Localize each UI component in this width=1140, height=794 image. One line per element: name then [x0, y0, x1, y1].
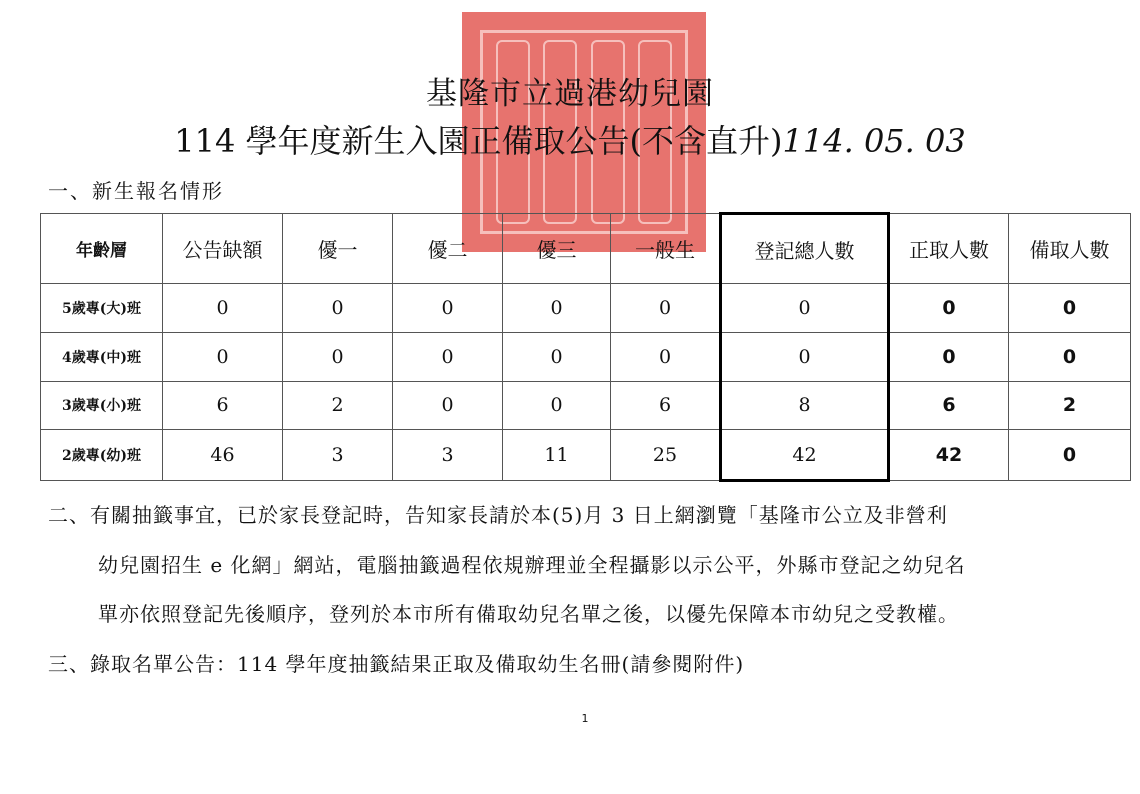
table-cell: 0 — [503, 332, 611, 381]
header-cell: 備取人數 — [1009, 214, 1131, 284]
age-cell: 2歲專(幼)班 — [41, 430, 163, 481]
table-cell: 0 — [393, 381, 503, 430]
table-cell: 46 — [163, 430, 283, 481]
enrollment-table — [40, 212, 1131, 482]
table-cell: 0 — [611, 284, 721, 333]
table-cell: 0 — [393, 332, 503, 381]
table-cell: 6 — [889, 381, 1009, 430]
table-cell: 2 — [1009, 381, 1131, 430]
table-cell: 0 — [163, 284, 283, 333]
table-cell: 25 — [611, 430, 721, 481]
table-cell: 0 — [1009, 430, 1131, 481]
section-2-line-3: 單亦依照登記先後順序，登列於本市所有備取幼兒名單之後，以優先保障本市幼兒之受教權。 — [98, 602, 959, 626]
table-row — [41, 381, 1131, 430]
table-cell: 0 — [393, 284, 503, 333]
table-cell: 3 — [283, 430, 393, 481]
table-cell: 0 — [1009, 284, 1131, 333]
table-row — [41, 430, 1131, 481]
table-cell: 8 — [721, 381, 889, 430]
section-2-line-2: 幼兒園招生 e 化網」網站，電腦抽籤過程依規辦理並全程攝影以示公平，外縣市登記之幼兒名 — [98, 553, 966, 577]
table-row — [41, 332, 1131, 381]
section-1-heading: 一、新生報名情形 — [48, 179, 224, 203]
header-cell: 優一 — [283, 214, 393, 284]
table-cell: 0 — [611, 332, 721, 381]
age-cell: 5歲專(大)班 — [41, 284, 163, 333]
table-header-row — [41, 214, 1131, 284]
table-cell: 6 — [163, 381, 283, 430]
table-cell: 0 — [721, 284, 889, 333]
header-cell: 公告缺額 — [163, 214, 283, 284]
table-cell: 0 — [503, 381, 611, 430]
table-cell: 0 — [503, 284, 611, 333]
table-cell: 11 — [503, 430, 611, 481]
table-cell: 0 — [721, 332, 889, 381]
header-cell: 正取人數 — [889, 214, 1009, 284]
header-cell: 一般生 — [611, 214, 721, 284]
age-cell: 4歲專(中)班 — [41, 332, 163, 381]
header-cell: 優二 — [393, 214, 503, 284]
section-2-line-1: 二、有關抽籤事宜，已於家長登記時，告知家長請於本(5)月 3 日上網瀏覽「基隆市公立及非營利 — [48, 503, 948, 527]
table-cell: 6 — [611, 381, 721, 430]
table-cell: 0 — [283, 284, 393, 333]
announcement-title — [0, 116, 1140, 162]
table-cell: 0 — [889, 332, 1009, 381]
header-cell: 優三 — [503, 214, 611, 284]
table-cell: 0 — [889, 284, 1009, 333]
table-row — [41, 284, 1131, 333]
page-number: 1 — [581, 712, 589, 725]
table-cell: 0 — [1009, 332, 1131, 381]
school-title: 基隆市立過港幼兒園 — [426, 76, 714, 112]
section-3-text: 三、錄取名單公告：114 學年度抽籤結果正取及備取幼生名冊(請參閱附件) — [48, 652, 745, 676]
table-cell: 0 — [163, 332, 283, 381]
announcement-subtitle: 114 學年度新生入園正備取公告(不含直升) — [174, 122, 783, 160]
table-cell: 2 — [283, 381, 393, 430]
table-cell: 0 — [283, 332, 393, 381]
header-cell: 登記總人數 — [721, 214, 889, 284]
table-cell: 42 — [721, 430, 889, 481]
table-cell: 42 — [889, 430, 1009, 481]
header-cell: 年齡層 — [41, 214, 163, 284]
table-cell: 3 — [393, 430, 503, 481]
age-cell: 3歲專(小)班 — [41, 381, 163, 430]
announcement-date: 114. 05. 03 — [782, 122, 966, 160]
